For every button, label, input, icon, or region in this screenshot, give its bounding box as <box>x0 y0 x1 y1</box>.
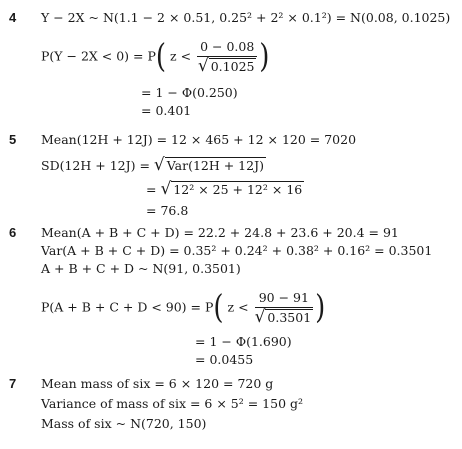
q4-step-1: = 1 − Φ(0.250) <box>141 85 238 100</box>
q6-answer: = 0.0455 <box>195 352 254 367</box>
q4-fraction: $\frac{0 - 0.08}{√ 0.1025}$ <box>197 39 257 75</box>
question-number-7: 7 <box>9 376 17 391</box>
q6-distribution-line: A + B + C + D ~ N(91, 0.3501) <box>41 261 241 276</box>
q5-answer: = 76.8 <box>146 203 189 218</box>
q7-variance-line: Variance of mass of six = 6 × 5² = 150 g² <box>41 396 304 411</box>
q4-probability-line: P(Y − 2X < 0) = P( z < $\frac{0 - 0.08}{√ 0.1025}$ ) <box>41 38 270 76</box>
q4-probability-prefix: P(Y − 2X < 0) = P <box>41 48 156 64</box>
q4-fraction-numerator: 0 − 0.08 <box>197 39 257 57</box>
q5-equals: = <box>146 182 157 197</box>
q5-sd-line: SD(12H + 12J) = √ Var(12H + 12J) <box>41 155 264 175</box>
q6-z-label: z < <box>227 299 249 315</box>
q6-fraction: $\frac{90 - 91}{√ 0.3501}$ <box>254 290 312 327</box>
q5-sd-radicand: Var(12H + 12J) <box>166 158 264 173</box>
q4-distribution-line: Y − 2X ~ N(1.1 − 2 × 0.51, 0.25² + 2² × 0.1²) = N(0.08, 0.1025) <box>41 10 451 25</box>
question-number-6: 6 <box>9 225 17 240</box>
q6-variance-line: Var(A + B + C + D) = 0.35² + 0.24² + 0.38² + 0.16² = 0.3501 <box>41 243 433 258</box>
q6-fraction-denominator: 0.3501 <box>267 310 312 325</box>
q5-mean-line: Mean(12H + 12J) = 12 × 465 + 12 × 120 = 7020 <box>41 132 357 147</box>
q6-probability-prefix: P(A + B + C + D < 90) = P <box>41 299 214 315</box>
q4-fraction-denominator: 0.1025 <box>210 59 255 74</box>
q7-mean-line: Mean mass of six = 6 × 120 = 720 g <box>41 376 274 391</box>
q5-sd-prefix: SD(12H + 12J) = <box>41 158 150 173</box>
q6-mean-line: Mean(A + B + C + D) = 22.2 + 24.8 + 23.6 + 20.4 = 91 <box>41 225 399 240</box>
q5-expansion-radicand: 12² × 25 + 12² × 16 <box>173 182 303 197</box>
question-number-5: 5 <box>9 132 17 147</box>
q7-distribution-line: Mass of six ~ N(720, 150) <box>41 416 207 431</box>
q5-sd-expansion: = √ 12² × 25 + 12² × 16 <box>146 179 303 199</box>
q4-z-label: z < <box>170 48 192 64</box>
q6-step-1: = 1 − Φ(1.690) <box>195 334 292 349</box>
question-number-4: 4 <box>9 10 17 25</box>
q4-answer: = 0.401 <box>141 103 192 118</box>
q6-fraction-numerator: 90 − 91 <box>255 290 314 308</box>
q6-probability-line: P(A + B + C + D < 90) = P( z < $\frac{90 - 91}{√ 0.3501}$ ) <box>41 289 326 327</box>
